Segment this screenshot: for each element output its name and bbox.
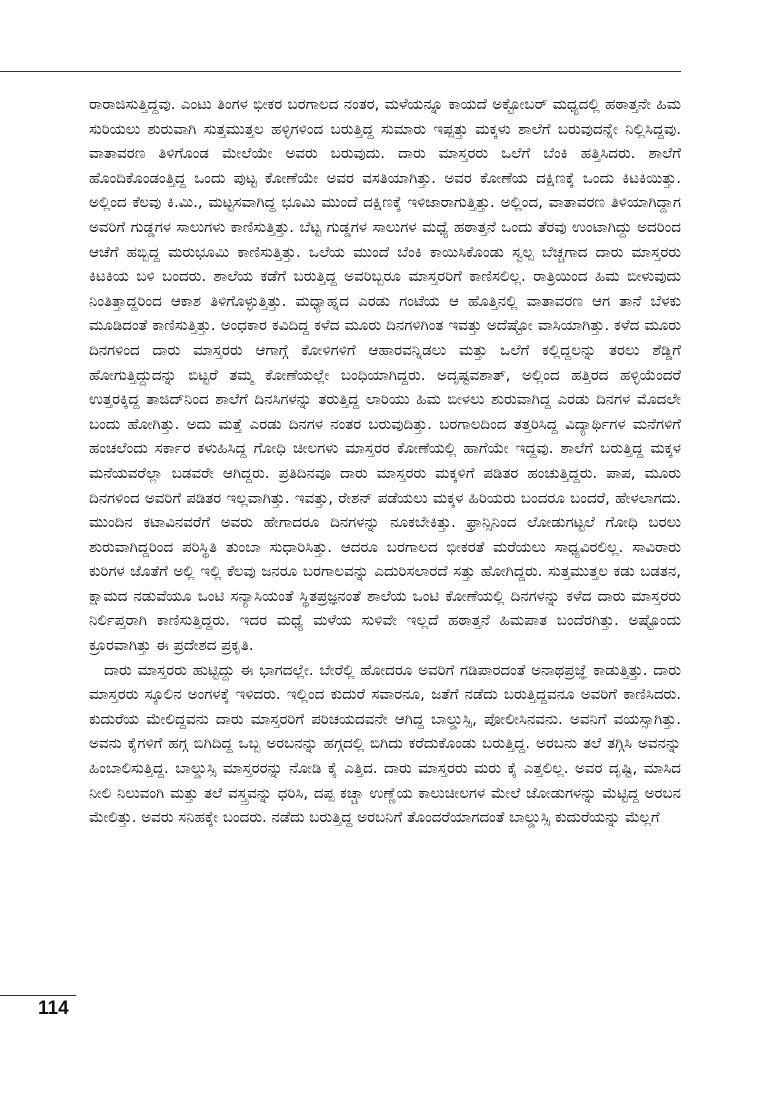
page-number: 114 bbox=[38, 998, 69, 1019]
paragraph-1: ರಾರಾಜಿಸುತ್ತಿದ್ದವು. ಎಂಟು ತಿಂಗಳ ಭೀಕರ ಬರಗಾಲದ ನಂತರ, ಮಳೆಯನ್ನೂ ಕಾಯದೆ ಅಕ್ಟೋಬರ್ ಮಧ್ಯದಲ್ಲಿ ಹಠಾತ್ತನೇ ಹಿಮ ಸುರಿಯಲು ಶುರುವಾಗಿ ಸುತ್ತಮುತ್ತಲ ಹಳ್ಳಿಗಳಿಂದ ಬರುತ್ತಿದ್ದ ಸುಮಾರು ಇಪ್ಪತ್ತು ಮಕ್ಕಳು ಶಾಲೆಗೆ ಬರುವುದನ್ನೇ ನಿಲ್ಲಿಸಿದ್ದವು. ವಾತಾವರಣ ತಿಳಿಗೊಂಡ ಮೇಲೆಯೇ ಅವರು ಬರುವುದು. ದಾರು ಮಾಸ್ತರರು ಒಲೆಗೆ ಬೆಂಕಿ ಹತ್ತಿಸಿದರು. ಶಾಲೆಗೆ ಹೊಂದಿಕೊಂಡಂತ್ತಿದ್ದ ಒಂದು ಪುಟ್ಟ ಕೋಣೆಯೇ ಅವರ ವಸತಿಯಾಗಿತ್ತು. ಅವರ ಕೋಣೆಯ ದಕ್ಷಿಣಕ್ಕೆ ಒಂದು ಕಿಟಕಿಯಿತ್ತು. ಅಲ್ಲಿಂದ ಕೆಲವು ಕಿ.ಮಿ., ಮಟ್ಟಸವಾಗಿದ್ದ ಭೂಮಿ ಮುಂದೆ ದಕ್ಷಿಣಕ್ಕೆ ಇಳಿಜಾರಾಗುತ್ತಿತ್ತು. ಅಲ್ಲಿಂದ, ವಾತಾವರಣ ತಿಳಿಯಾಗಿದ್ದಾಗ ಅವರಿಗೆ ಗುಡ್ಡಗಳ ಸಾಲುಗಳು ಕಾಣಿಸುತ್ತಿತ್ತು. ಬೆಟ್ಟ ಗುಡ್ಡಗಳ ಸಾಲುಗಳ ಮಧ್ಯೆ ಹಠಾತ್ತನೆ ಒಂದು ತೆರವು ಉಂಟಾಗಿದ್ದು ಅದರಿಂದ ಆಚೆಗೆ ಹಬ್ಬಿದ್ದ ಮರುಭೂಮಿ ಕಾಣಿಸುತ್ತಿತ್ತು. ಒಲೆಯ ಮುಂದೆ ಬೆಂಕಿ ಕಾಯಿಸಿಕೊಂಡು ಸ್ವಲ್ಪ ಬೆಚ್ಚಗಾದ ದಾರು ಮಾಸ್ತರರು ಕಿಟಕಿಯ ಬಳಿ ಬಂದರು. ಶಾಲೆಯ ಕಡೆಗೆ ಬರುತ್ತಿದ್ದ ಅವರಿಬ್ಬರೂ ಮಾಸ್ತರರಿಗೆ ಕಾಣಿಸಲಿಲ್ಲ. ರಾತ್ರಿಯಿಂದ ಹಿಮ ಬೀಳುವುದು ನಿಂತಿತ್ತಾದ್ದರಿಂದ ಆಕಾಶ ತಿಳಿಗೊಳ್ಳುತ್ತಿತ್ತು. ಮಧ್ಯಾಹ್ನದ ಎರಡು ಗಂಟೆಯ ಆ ಹೊತ್ತಿನಲ್ಲಿ ವಾತಾವರಣ ಆಗ ತಾನೆ ಬೆಳಕು ಮೂಡಿದಂತೆ ಕಾಣಿಸುತ್ತಿತ್ತು. ಅಂಧಕಾರ ಕವಿದಿದ್ದ ಕಳೆದ ಮೂರು ದಿನಗಳಿಗಿಂತ ಇವತ್ತು ಅದೆಷ್ಟೋ ವಾಸಿಯಾಗಿತ್ತು. ಕಳೆದ ಮೂರು ದಿನಗಳಿಂದ ದಾರು ಮಾಸ್ತರರು ಆಗಾಗ್ಗೆ ಕೋಳಿಗಳಿಗೆ ಆಹಾರವನ್ನಿಡಲು ಮತ್ತು ಒಲೆಗೆ ಕಲ್ಲಿದ್ದಲನ್ನು ತರಲು ಶೆಡ್ಡಿಗೆ ಹೋಗುತ್ತಿದ್ದುದನ್ನು ಬಿಟ್ಟರೆ ತಮ್ಮ ಕೋಣೆಯಲ್ಲೇ ಬಂಧಿಯಾಗಿದ್ದರು. ಅದೃಷ್ಟವಶಾತ್, ಅಲ್ಲಿಂದ ಹತ್ತಿರದ ಹಳ್ಳಿಯೆಂದರೆ ಉತ್ತರಕ್ಕಿದ್ದ ತಾಜಿದ್‌ನಿಂದ ಶಾಲೆಗೆ ದಿನಸಿಗಳನ್ನು ತರುತ್ತಿದ್ದ ಲಾರಿಯು ಹಿಮ ಬೀಳಲು ಶುರುವಾಗಿದ್ದ ಎರಡು ದಿನಗಳ ಮೊದಲೇ ಬಂದು ಹೋಗಿತ್ತು. ಅದು ಮತ್ತೆ ಎರಡು ದಿನಗಳ ನಂತರ ಬರುವುದಿತ್ತು. ಬರಗಾಲದಿಂದ ತತ್ತರಿಸಿದ್ದ ವಿದ್ಯಾರ್ಥಿಗಳ ಮನೆಗಳಿಗೆ ಹಂಚಲೆಂದು ಸರ್ಕಾರ ಕಳುಹಿಸಿದ್ದ ಗೋಧಿ ಚೀಲಗಳು ಮಾಸ್ತರರ ಕೋಣೆಯಲ್ಲಿ ಹಾಗೆಯೇ ಇದ್ದವು. ಶಾಲೆಗೆ ಬರುತ್ತಿದ್ದ ಮಕ್ಕಳ ಮನೆಯವರೆಲ್ಲಾ ಬಡವರೇ ಆಗಿದ್ದರು. ಪ್ರತಿದಿನವೂ ದಾರು ಮಾಸ್ತರರು ಮಕ್ಕಳಿಗೆ ಪಡಿತರ ಹಂಚುತ್ತಿದ್ದರು. ಪಾಪ, ಮೂರು ದಿನಗಳಿಂದ ಅವರಿಗೆ ಪಡಿತರ ಇಲ್ಲವಾಗಿತ್ತು. ಇವತ್ತು, ರೇಶನ್ ಪಡೆಯಲು ಮಕ್ಕಳ ಹಿರಿಯರು ಬಂದರೂ ಬಂದರೆ, ಹೇಳಲಾಗದು. ಮುಂದಿನ ಕಟಾವಿನವರೆಗೆ ಅವರು ಹೇಗಾದರೂ ದಿನಗಳನ್ನು ನೂಕಬೇಕಿತ್ತು. ಫ್ರಾನ್ಸಿನಿಂದ ಲೋಡುಗಟ್ಟಲೆ ಗೋಧಿ ಬರಲು ಶುರುವಾಗಿದ್ದರಿಂದ ಪರಿಸ್ಥಿತಿ ತುಂಬಾ ಸುಧಾರಿಸಿತ್ತು. ಆದರೂ ಬರಗಾಲದ ಭೀಕರತೆ ಮರೆಯಲು ಸಾಧ್ಯವಿರಲಿಲ್ಲ. ಸಾವಿರಾರು ಕುರಿಗಳ ಜೊತೆಗೆ ಅಲ್ಲಿ ಇಲ್ಲಿ ಕೆಲವು ಜನರೂ ಬರಗಾಲವನ್ನು ಎದುರಿಸಲಾರದೆ ಸತ್ತು ಹೋಗಿದ್ದರು. ಸುತ್ತಮುತ್ತಲ ಕಡು ಬಡತನ, ಕ್ಷಾಮದ ನಡುವೆಯೂ ಒಂಟಿ ಸನ್ಯಾಸಿಯಂತೆ ಸ್ಥಿತಪ್ರಜ್ಞನಂತೆ ಶಾಲೆಯ ಒಂಟಿ ಕೋಣೆಯಲ್ಲಿ ದಿನಗಳನ್ನು ಕಳೆದ ದಾರು ಮಾಸ್ತರರು ನಿರ್ಲಿಪ್ತರಾಗಿ ಕಾಣಿಸುತ್ತಿದ್ದರು. ಇದರ ಮಧ್ಯೆ ಮಳೆಯ ಸುಳಿವೇ ಇಲ್ಲದೆ ಹಠಾತ್ತನೆ ಹಿಮಪಾತ ಬಂದೆರಗಿತ್ತು. ಅಷ್ಟೊಂದು ಕ್ರೂರವಾಗಿತ್ತು ಈ ಪ್ರದೇಶದ ಪ್ರಕೃತಿ. bbox=[89, 95, 681, 655]
footer-rule bbox=[0, 995, 76, 996]
body-text bbox=[89, 92, 681, 830]
header-rule bbox=[0, 71, 681, 72]
paragraph-2: ದಾರು ಮಾಸ್ತರರು ಹುಟ್ಟಿದ್ದು ಈ ಭಾಗದಲ್ಲೇ. ಬೇರೆಲ್ಲಿ ಹೋದರೂ ಅವರಿಗೆ ಗಡಿಪಾರದಂತೆ ಅನಾಥಪ್ರಜ್ಞೆ ಕಾಡುತ್ತಿತ್ತು. ದಾರು ಮಾಸ್ತರರು ಸ್ಕೂಲಿನ ಅಂಗಳಕ್ಕೆ ಇಳಿದರು. ಇಲ್ಲಿಂದ ಕುದುರೆ ಸವಾರನೂ, ಜತೆಗೆ ನಡೆದು ಬರುತ್ತಿದ್ದವನೂ ಅವರಿಗೆ ಕಾಣಿಸಿದರು. ಕುದುರೆಯ ಮೇಲಿದ್ದವನು ದಾರು ಮಾಸ್ತರರಿಗೆ ಪರಿಚಯದವನೇ ಆಗಿದ್ದ ಬಾಲ್ಡುಸ್ಸಿ, ಪೋಲೀಸಿನವನು. ಅವನಿಗೆ ವಯಸ್ಸಾಗಿತ್ತು. ಅವನು ಕೈಗಳಿಗೆ ಹಗ್ಗ ಬಿಗಿದಿದ್ದ ಒಬ್ಬ ಅರಬನನ್ನು ಹಗ್ಗದಲ್ಲಿ ಬಿಗಿದು ಕರೆದುಕೊಂಡು ಬರುತ್ತಿದ್ದ. ಅರಬನು ತಲೆ ತಗ್ಗಿಸಿ ಅವನನ್ನು ಹಿಂಬಾಲಿಸುತ್ತಿದ್ದ. ಬಾಲ್ಡುಸ್ಸಿ ಮಾಸ್ತರರನ್ನು ನೋಡಿ ಕೈ ಎತ್ತಿದ. ದಾರು ಮಾಸ್ತರರು ಮರು ಕೈ ಎತ್ತಲಿಲ್ಲ. ಅವರ ದೃಷ್ಟಿ, ಮಾಸಿದ ನೀಲಿ ನಿಲುವಂಗಿ ಮತ್ತು ತಲೆ ವಸ್ತ್ರವನ್ನು ಧರಿಸಿ, ದಪ್ಪ ಕಚ್ಚಾ ಉಣ್ಣೆಯ ಕಾಲುಚೀಲಗಳ ಮೇಲೆ ಜೋಡುಗಳನ್ನು ಮೆಟ್ಟಿದ್ದ ಅರಬನ ಮೇಲಿತ್ತು. ಅವರು ಸನಿಹಕ್ಕೇ ಬಂದರು. ನಡೆದು ಬರುತ್ತಿದ್ದ ಅರಬನಿಗೆ ತೊಂದರೆಯಾಗದಂತೆ ಬಾಲ್ಡುಸ್ಸಿ ಕುದುರೆಯನ್ನು ಮೆಲ್ಲಗೆ bbox=[89, 660, 681, 827]
